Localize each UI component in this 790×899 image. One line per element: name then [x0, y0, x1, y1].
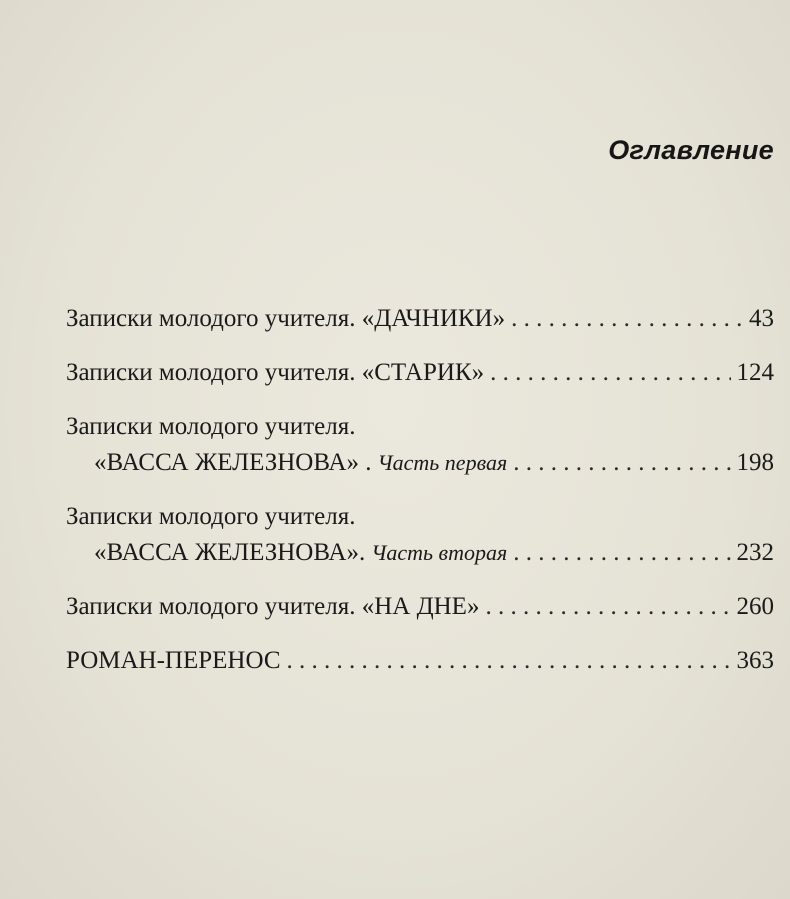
dot-leader [287, 648, 731, 673]
entry-page-number: 124 [736, 359, 774, 386]
toc-entry-dachniki [66, 306, 774, 342]
entry-title: Записки молодого учителя. «ДАЧНИКИ» [66, 305, 506, 332]
entry-title: Записки молодого учителя. «СТАРИК» [66, 359, 485, 386]
table-of-contents [66, 306, 774, 684]
toc-line [66, 648, 774, 684]
dot-leader [513, 450, 730, 475]
toc-entry-starik [66, 360, 774, 396]
entry-title: Записки молодого учителя. [66, 503, 356, 530]
entry-subtitle: Часть первая [377, 450, 508, 475]
toc-line [66, 594, 774, 630]
toc-line-continued [66, 450, 774, 486]
entry-title: РОМАН-ПЕРЕНОС [66, 647, 281, 674]
entry-page-number: 43 [749, 305, 774, 332]
entry-title: «ВАССА ЖЕЛЕЗНОВА». [94, 539, 366, 566]
dot-leader [485, 594, 730, 619]
toc-line-continued [66, 540, 774, 576]
entry-page-number: 260 [736, 593, 774, 620]
dot-leader [490, 360, 730, 385]
toc-line [66, 504, 774, 540]
entry-title: Записки молодого учителя. «НА ДНЕ» [66, 593, 480, 620]
dot-leader [511, 306, 743, 331]
toc-line [66, 306, 774, 342]
entry-page-number: 198 [736, 449, 774, 476]
toc-entry-vassa-part-one [66, 414, 774, 486]
toc-line [66, 414, 774, 450]
entry-title: Записки молодого учителя. [66, 413, 356, 440]
entry-page-number: 363 [736, 647, 774, 674]
entry-page-number: 232 [736, 539, 774, 566]
toc-line [66, 360, 774, 396]
dot-leader [513, 540, 730, 565]
toc-heading: Оглавление [608, 135, 774, 165]
entry-title: «ВАССА ЖЕЛЕЗНОВА» . [94, 449, 372, 476]
toc-entry-roman-perenos [66, 648, 774, 684]
entry-subtitle: Часть вторая [371, 540, 508, 565]
toc-entry-na-dne [66, 594, 774, 630]
toc-entry-vassa-part-two [66, 504, 774, 576]
